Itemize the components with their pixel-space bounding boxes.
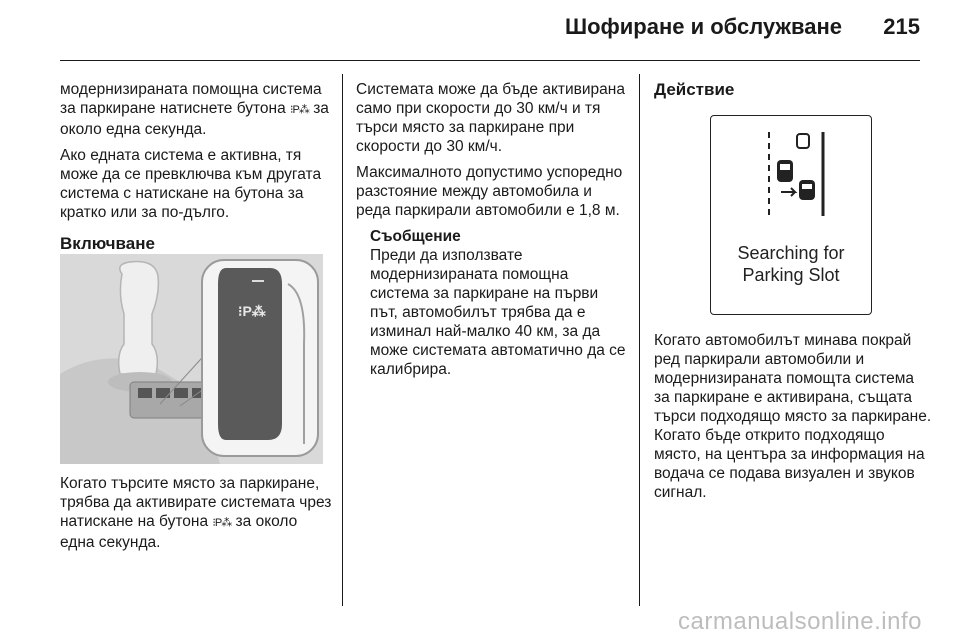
column-3: [654, 80, 926, 115]
paragraph-distance: Максималното допустимо успоредно разстояние между автомобила и реда паркирали автомобили е 1,8 м.: [356, 164, 623, 219]
page-number: 215: [883, 14, 920, 39]
paragraph-switching: Ако едната система е активна, тя може да се превключва към другата система с натискане на бутона за кратко или за по-дълго.: [60, 147, 322, 221]
section-heading-activation: Включване: [60, 234, 155, 253]
driver-info-display: [710, 115, 872, 315]
section-heading-operation: Действие: [654, 80, 735, 99]
header-divider: [60, 60, 920, 61]
display-message: Searching for Parking Slot: [737, 243, 845, 285]
parking-assist-icon: ⁝P⁂: [212, 517, 232, 529]
parking-scan-icon: [711, 116, 871, 216]
note-box: [356, 227, 628, 379]
paragraph-search: Когато търсите място за паркиране, трябва да активирате системата чрез натискане на бутона ⁝P⁂ за около една секунда.: [60, 475, 332, 551]
note-text: Преди да използвате модернизираната помощна система за паркиране на първи път, автомобилът трябва да е изминал най-малко 40 км, за да може системата автоматично да се калибрира.: [370, 247, 626, 378]
paragraph-operation: Когато автомобилът минава покрай ред паркирали автомобили и модернизираната помощта система за паркиране е активирана, същата търси подходящо място за паркиране. Когато бъде открито подходящо място, на центъра за информация на водача се подава визуален и звуков сигнал.: [654, 332, 932, 501]
column-divider-1: [342, 74, 343, 606]
console-illustration: [60, 254, 323, 464]
paragraph-speed-limit: Системата може да бъде активирана само при скорости до 30 км/ч и тя търси място за паркиране при скорости до 30 км/ч.: [356, 81, 625, 155]
parking-button-photo: [60, 254, 323, 464]
svg-text:⁝P⁂: ⁝P⁂: [238, 303, 266, 319]
note-title: Съобщение: [370, 228, 461, 245]
watermark-text: carmanualsonline.info: [678, 608, 922, 635]
column-2: [356, 80, 628, 379]
paragraph-continuation: модернизираната помощна система за паркиране натиснете бутона ⁝P⁂ за около една секунда.: [60, 81, 329, 138]
column-divider-2: [639, 74, 640, 606]
column-1: [60, 80, 332, 269]
chapter-title: Шофиране и обслужване: [564, 14, 842, 39]
parking-assist-icon: ⁝P⁂: [290, 104, 309, 116]
